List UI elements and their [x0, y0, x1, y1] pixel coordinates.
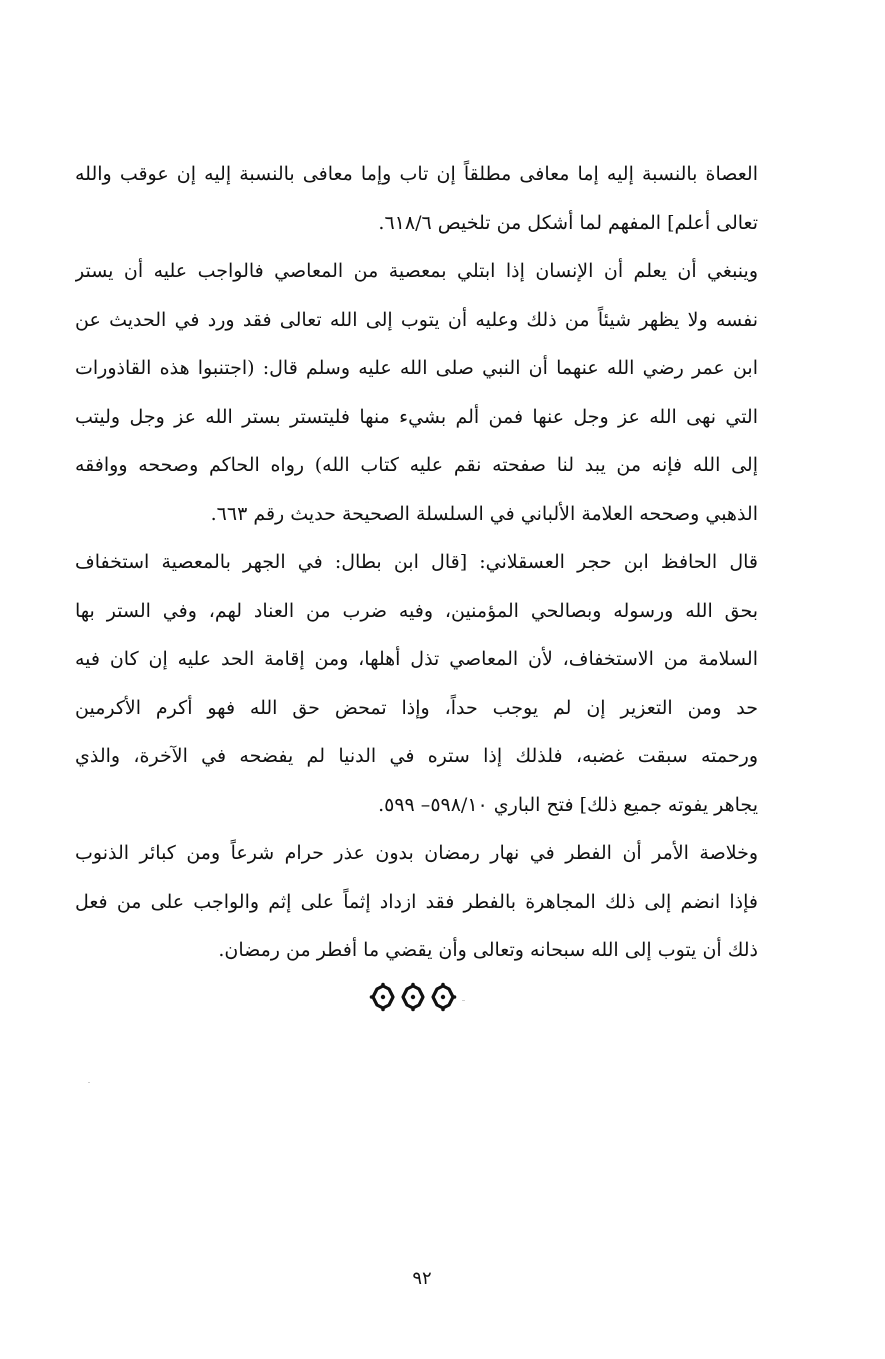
text-line-8: الذهبي وصححه العلامة الألباني في السلسلة الصحيحة حديث رقم ٦٦٣.	[210, 502, 758, 525]
text-line-12: حد ومن التعزير إن لم يوجب حداً، وإذا تمحض حق الله فهو أكرم الأكرمين	[75, 696, 758, 719]
text-line-11: السلامة من الاستخفاف، لأن المعاصي تذل أهلها، ومن إقامة الحد عليه إن كان فيه	[75, 648, 758, 670]
text-line-13: ورحمته سبقت غضبه، فلذلك إذا ستره في الدنيا لم يفضحه في الآخرة، والذي	[75, 745, 758, 767]
text-line-14: يجاهر يفوته جميع ذلك] فتح الباري ٥٩٨/١٠– ٥٩٩.	[378, 793, 758, 816]
text-line-17: ذلك أن يتوب إلى الله سبحانه وتعالى وأن يقضي ما أفطر من رمضان.	[218, 939, 758, 961]
scan-speck	[88, 1082, 90, 1083]
text-line-5: ابن عمر رضي الله عنهما أن النبي صلى الله عليه وسلم قال: (اجتنبوا هذه القاذورات	[75, 357, 758, 379]
body-text	[75, 150, 758, 975]
text-line-16: فإذا انضم إلى ذلك المجاهرة بالفطر فقد ازداد إثماً على إثم والواجب على من فعل	[75, 890, 758, 913]
text-line-9: قال الحافظ ابن حجر العسقلاني: [قال ابن بطال: في الجهر بالمعصية استخفاف	[75, 551, 758, 573]
text-line-1: العصاة بالنسبة إليه إما معافى مطلقاً إن تاب وإما معافى بالنسبة إليه إن عوقب والله	[75, 163, 758, 185]
text-line-4: نفسه ولا يظهر شيئاً من ذلك وعليه أن يتوب إلى الله تعالى فقد ورد في الحديث عن	[75, 308, 758, 331]
text-line-2: تعالى أعلم] المفهم لما أشكل من تلخيص ٦١٨/٦.	[378, 211, 758, 234]
scan-speck	[462, 1000, 465, 1001]
text-line-15: وخلاصة الأمر أن الفطر في نهار رمضان بدون عذر حرام شرعاً ومن كبائر الذنوب	[75, 842, 758, 864]
text-line-3: وينبغي أن يعلم أن الإنسان إذا ابتلي بمعصية من المعاصي فالواجب عليه أن يستر	[75, 260, 758, 282]
page-number: ٩٢	[412, 1268, 432, 1289]
text-line-6: التي نهى الله عز وجل عنها فمن ألم بشيء منها فليتستر بستر الله عز وجل وليتب	[75, 405, 758, 428]
text-line-7: إلى الله فإنه من يبد لنا صفحته نقم عليه كتاب الله) رواه الحاكم وصححه ووافقه	[75, 454, 758, 476]
text-line-10: بحق الله ورسوله وبصالحي المؤمنين، وفيه ضرب من العناد لهم، وفي الستر بها	[75, 599, 758, 622]
triple-flower-ornament-icon	[368, 982, 458, 1012]
